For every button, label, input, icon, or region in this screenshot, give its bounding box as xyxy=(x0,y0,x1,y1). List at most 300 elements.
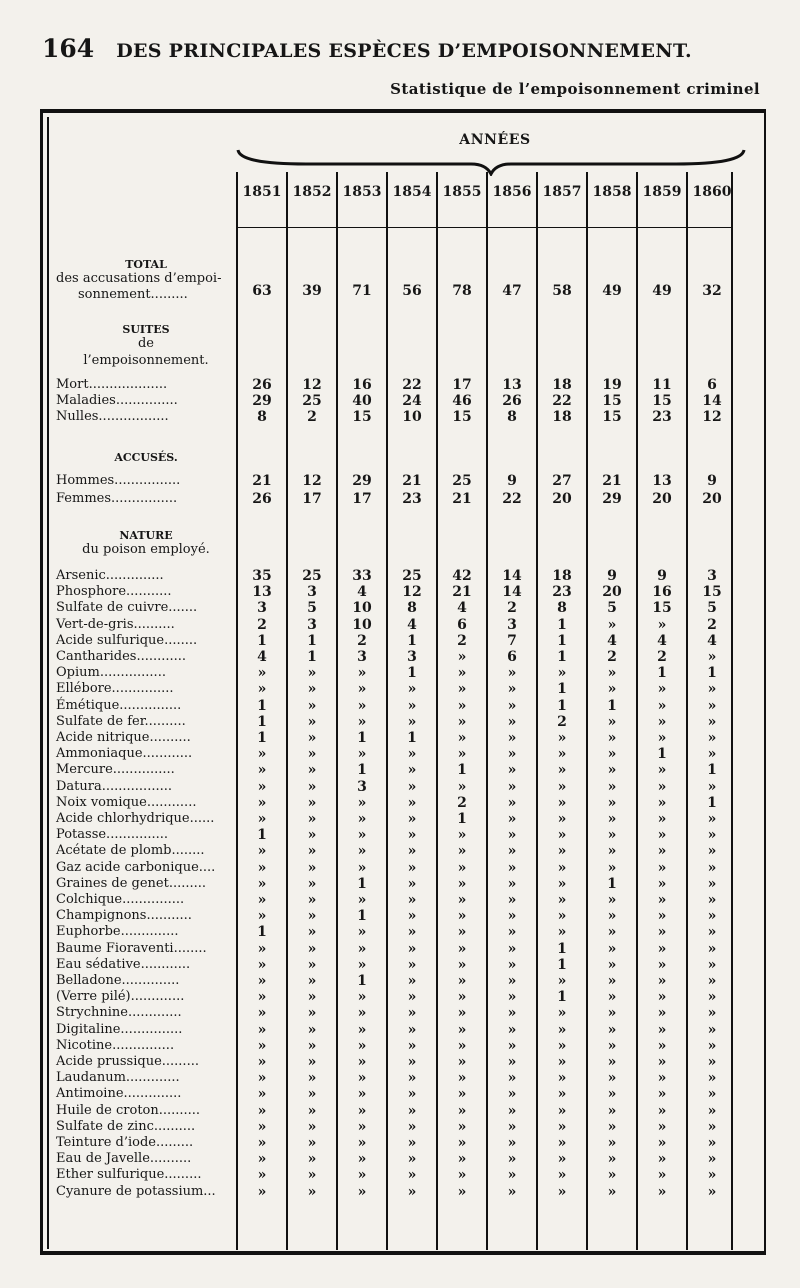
table-cell: » xyxy=(557,1005,567,1021)
table-cell: 15 xyxy=(452,409,472,425)
table-cell: 1 xyxy=(607,698,617,714)
table-cell: » xyxy=(257,779,267,795)
table-cell: 1 xyxy=(557,941,567,957)
table-cell: » xyxy=(657,762,667,778)
table-cell: 3 xyxy=(307,584,317,600)
table-cell: 13 xyxy=(502,377,522,393)
table-cell: » xyxy=(707,908,717,924)
table-cell: » xyxy=(457,1022,467,1038)
row-label: Eau de Javelle.......... xyxy=(56,1151,192,1166)
table-cell: 2 xyxy=(307,409,317,425)
table-cell: » xyxy=(357,681,367,697)
table-cell: » xyxy=(657,714,667,730)
table-cell: » xyxy=(357,811,367,827)
table-cell: 1 xyxy=(357,908,367,924)
table-cell: 22 xyxy=(552,393,572,409)
table-cell: 10 xyxy=(352,617,372,633)
table-cell: » xyxy=(557,1135,567,1151)
table-cell: » xyxy=(707,649,717,665)
table-cell: 2 xyxy=(707,617,717,633)
table-cell: 12 xyxy=(302,473,322,489)
row-label: Ether sulfurique......... xyxy=(56,1167,202,1182)
table-cell: » xyxy=(557,973,567,989)
table-cell: » xyxy=(407,957,417,973)
table-cell: 8 xyxy=(257,409,267,425)
row-label: Hommes................ xyxy=(56,473,181,488)
table-cell: 56 xyxy=(402,283,422,299)
table-cell: » xyxy=(557,1151,567,1167)
table-cell: » xyxy=(457,730,467,746)
table-cell: » xyxy=(557,811,567,827)
table-cell: » xyxy=(407,989,417,1005)
table-cell: 23 xyxy=(552,584,572,600)
table-cell: » xyxy=(457,665,467,681)
table-cell: 29 xyxy=(352,473,372,489)
nature-title: NATURE xyxy=(119,529,173,542)
table-cell: » xyxy=(307,746,317,762)
table-cell: » xyxy=(657,617,667,633)
year-header: 1855 xyxy=(442,184,482,200)
table-cell: » xyxy=(607,1022,617,1038)
table-cell: » xyxy=(607,957,617,973)
table-cell: » xyxy=(707,811,717,827)
table-cell: » xyxy=(607,665,617,681)
table-title: Statistique de l’empoisonnement criminel xyxy=(390,80,760,98)
table-cell: » xyxy=(607,681,617,697)
table-cell: 21 xyxy=(602,473,622,489)
table-cell: 2 xyxy=(607,649,617,665)
table-cell: » xyxy=(257,860,267,876)
table-cell: » xyxy=(307,762,317,778)
table-cell: 1 xyxy=(257,698,267,714)
table-cell: » xyxy=(257,811,267,827)
table-cell: » xyxy=(507,843,517,859)
table-cell: 1 xyxy=(407,730,417,746)
table-cell: » xyxy=(557,1070,567,1086)
table-cell: » xyxy=(607,795,617,811)
table-cell: 1 xyxy=(457,762,467,778)
table-cell: 1 xyxy=(557,698,567,714)
table-cell: 21 xyxy=(402,473,422,489)
table-cell: » xyxy=(307,924,317,940)
table-cell: » xyxy=(257,876,267,892)
table-cell: » xyxy=(607,779,617,795)
table-cell: » xyxy=(357,1103,367,1119)
table-cell: 1 xyxy=(257,827,267,843)
table-cell: 3 xyxy=(357,649,367,665)
table-cell: » xyxy=(407,1054,417,1070)
row-label: Sulfate de zinc.......... xyxy=(56,1119,196,1134)
table-cell: » xyxy=(457,843,467,859)
table-cell: 4 xyxy=(607,633,617,649)
table-cell: » xyxy=(657,730,667,746)
row-label: Ellébore............... xyxy=(56,681,174,696)
table-cell: » xyxy=(307,941,317,957)
table-cell: 2 xyxy=(357,633,367,649)
table-cell: » xyxy=(707,698,717,714)
table-cell: » xyxy=(507,714,517,730)
table-cell: 16 xyxy=(652,584,672,600)
table-cell: » xyxy=(507,827,517,843)
table-cell: » xyxy=(407,908,417,924)
table-cell: » xyxy=(407,698,417,714)
table-cell: » xyxy=(257,973,267,989)
table-cell: » xyxy=(507,1184,517,1200)
table-cell: » xyxy=(257,746,267,762)
table-cell: » xyxy=(557,1022,567,1038)
table-cell: 20 xyxy=(652,491,672,507)
table-cell: » xyxy=(607,1038,617,1054)
table-cell: » xyxy=(407,860,417,876)
table-cell: 6 xyxy=(507,649,517,665)
annees-brace xyxy=(236,148,746,176)
table-cell: 5 xyxy=(707,600,717,616)
row-label: Datura................. xyxy=(56,779,172,794)
total-title: TOTAL xyxy=(125,258,167,271)
table-cell: » xyxy=(657,811,667,827)
table-cell: » xyxy=(657,908,667,924)
table-cell: 1 xyxy=(257,714,267,730)
row-label: Sulfate de cuivre....... xyxy=(56,600,198,615)
table-cell: 25 xyxy=(452,473,472,489)
table-cell: » xyxy=(707,1086,717,1102)
table-cell: 14 xyxy=(502,568,522,584)
table-cell: 24 xyxy=(402,393,422,409)
row-label: Acide chlorhydrique...... xyxy=(56,811,215,826)
table-cell: » xyxy=(507,989,517,1005)
table-cell: » xyxy=(607,908,617,924)
table-cell: » xyxy=(557,860,567,876)
table-cell: 1 xyxy=(707,665,717,681)
table-cell: » xyxy=(507,795,517,811)
table-cell: » xyxy=(457,876,467,892)
table-cell: 1 xyxy=(307,649,317,665)
row-label: Acétate de plomb........ xyxy=(56,843,205,858)
table-cell: 20 xyxy=(552,491,572,507)
row-label: Phosphore........... xyxy=(56,584,172,599)
table-cell: » xyxy=(657,1135,667,1151)
table-cell: » xyxy=(607,811,617,827)
table-cell: 18 xyxy=(552,409,572,425)
table-cell: » xyxy=(257,1135,267,1151)
table-cell: 10 xyxy=(352,600,372,616)
table-cell: 12 xyxy=(402,584,422,600)
table-cell: » xyxy=(257,1005,267,1021)
table-cell: » xyxy=(607,892,617,908)
table-cell: 1 xyxy=(257,633,267,649)
table-cell: 16 xyxy=(352,377,372,393)
table-cell: 12 xyxy=(302,377,322,393)
table-cell: » xyxy=(407,811,417,827)
table-cell: » xyxy=(357,1070,367,1086)
table-cell: » xyxy=(507,876,517,892)
table-cell: » xyxy=(407,1184,417,1200)
table-cell: » xyxy=(407,1005,417,1021)
table-cell: 25 xyxy=(302,393,322,409)
table-cell: 6 xyxy=(457,617,467,633)
table-cell: 5 xyxy=(607,600,617,616)
table-cell: » xyxy=(357,1135,367,1151)
table-cell: » xyxy=(657,1005,667,1021)
table-cell: 1 xyxy=(557,957,567,973)
table-cell: » xyxy=(457,746,467,762)
table-cell: 10 xyxy=(402,409,422,425)
table-cell: » xyxy=(307,665,317,681)
table-cell: » xyxy=(307,698,317,714)
table-cell: 1 xyxy=(707,795,717,811)
table-cell: 3 xyxy=(507,617,517,633)
table-cell: » xyxy=(657,876,667,892)
table-cell: » xyxy=(657,1184,667,1200)
row-label: Arsenic.............. xyxy=(56,568,164,583)
table-cell: » xyxy=(657,1119,667,1135)
table-cell: » xyxy=(607,1119,617,1135)
table-cell: 1 xyxy=(257,730,267,746)
table-cell: » xyxy=(357,827,367,843)
table-cell: 13 xyxy=(252,584,272,600)
table-cell: » xyxy=(557,1103,567,1119)
table-cell: » xyxy=(607,1184,617,1200)
table-cell: » xyxy=(507,698,517,714)
row-label: Nicotine............... xyxy=(56,1038,175,1053)
table-cell: 8 xyxy=(407,600,417,616)
table-cell: » xyxy=(557,746,567,762)
table-cell: » xyxy=(507,779,517,795)
table-cell: 40 xyxy=(352,393,372,409)
table-cell: » xyxy=(307,795,317,811)
row-label: Sulfate de fer.......... xyxy=(56,714,186,729)
table-cell: 9 xyxy=(507,473,517,489)
table-cell: » xyxy=(457,892,467,908)
table-cell: 1 xyxy=(357,762,367,778)
table-cell: » xyxy=(257,1038,267,1054)
table-cell: » xyxy=(457,1070,467,1086)
table-cell: » xyxy=(307,876,317,892)
table-cell: » xyxy=(707,1184,717,1200)
table-cell: 17 xyxy=(352,491,372,507)
table-cell: » xyxy=(607,617,617,633)
table-cell: » xyxy=(457,1103,467,1119)
table-cell: » xyxy=(357,665,367,681)
table-cell: » xyxy=(407,1038,417,1054)
table-cell: 15 xyxy=(352,409,372,425)
table-cell: » xyxy=(357,1022,367,1038)
row-label: Cantharides............ xyxy=(56,649,187,664)
annees-header: ANNÉES xyxy=(459,132,531,148)
table-cell: » xyxy=(307,730,317,746)
table-cell: 4 xyxy=(357,584,367,600)
table-cell: » xyxy=(657,795,667,811)
row-label: Champignons........... xyxy=(56,908,192,923)
table-cell: 39 xyxy=(302,283,322,299)
suites-title: SUITES xyxy=(122,323,170,336)
table-cell: » xyxy=(507,681,517,697)
year-header: 1852 xyxy=(292,184,332,200)
table-cell: » xyxy=(557,1167,567,1183)
table-cell: 19 xyxy=(602,377,622,393)
table-cell: » xyxy=(307,827,317,843)
table-cell: » xyxy=(707,1022,717,1038)
table-cell: » xyxy=(507,1005,517,1021)
table-cell: » xyxy=(707,941,717,957)
table-cell: » xyxy=(257,941,267,957)
table-cell: » xyxy=(457,957,467,973)
table-cell: » xyxy=(657,941,667,957)
table-cell: » xyxy=(607,860,617,876)
table-cell: » xyxy=(507,941,517,957)
table-cell: » xyxy=(307,1119,317,1135)
table-cell: 14 xyxy=(502,584,522,600)
table-cell: » xyxy=(507,1070,517,1086)
table-cell: 42 xyxy=(452,568,472,584)
table-cell: » xyxy=(307,908,317,924)
total-label-line-3: sonnement......... xyxy=(78,287,188,302)
table-cell: » xyxy=(457,698,467,714)
row-label: Nulles................. xyxy=(56,409,169,424)
table-cell: 47 xyxy=(502,283,522,299)
row-label: Opium................ xyxy=(56,665,166,680)
table-cell: » xyxy=(257,843,267,859)
table-cell: » xyxy=(457,1086,467,1102)
row-label: Eau sédative............ xyxy=(56,957,191,972)
row-label: Maladies............... xyxy=(56,393,178,408)
table-cell: » xyxy=(707,1135,717,1151)
table-cell: » xyxy=(707,989,717,1005)
table-cell: 9 xyxy=(707,473,717,489)
table-cell: » xyxy=(457,1005,467,1021)
table-cell: » xyxy=(307,1054,317,1070)
table-cell: » xyxy=(357,892,367,908)
table-cell: 3 xyxy=(707,568,717,584)
table-cell: » xyxy=(357,698,367,714)
row-label: Antimoine.............. xyxy=(56,1086,182,1101)
table-cell: » xyxy=(507,665,517,681)
table-cell: » xyxy=(307,1022,317,1038)
table-cell: 2 xyxy=(557,714,567,730)
table-cell: » xyxy=(507,860,517,876)
table-cell: » xyxy=(457,1119,467,1135)
table-cell: » xyxy=(657,860,667,876)
table-cell: » xyxy=(407,714,417,730)
table-cell: » xyxy=(457,1135,467,1151)
table-cell: » xyxy=(307,1184,317,1200)
table-cell: » xyxy=(657,892,667,908)
table-cell: » xyxy=(307,811,317,827)
table-cell: 17 xyxy=(452,377,472,393)
table-cell: » xyxy=(407,1151,417,1167)
table-cell: 32 xyxy=(702,283,722,299)
table-cell: 9 xyxy=(607,568,617,584)
table-cell: 18 xyxy=(552,568,572,584)
table-cell: » xyxy=(257,1167,267,1183)
table-cell: » xyxy=(257,1103,267,1119)
table-cell: » xyxy=(507,1167,517,1183)
table-cell: » xyxy=(557,876,567,892)
table-cell: » xyxy=(707,730,717,746)
table-cell: » xyxy=(307,843,317,859)
table-cell: 71 xyxy=(352,283,372,299)
table-cell: » xyxy=(707,714,717,730)
table-cell: 2 xyxy=(457,795,467,811)
table-cell: » xyxy=(607,1167,617,1183)
table-cell: » xyxy=(707,746,717,762)
table-cell: » xyxy=(657,973,667,989)
table-cell: 23 xyxy=(402,491,422,507)
page-number: 164 xyxy=(42,34,95,63)
table-cell: » xyxy=(307,989,317,1005)
table-cell: 1 xyxy=(557,649,567,665)
table-cell: » xyxy=(657,1070,667,1086)
table-cell: » xyxy=(507,730,517,746)
table-cell: » xyxy=(557,730,567,746)
table-cell: » xyxy=(557,795,567,811)
table-cell: 4 xyxy=(457,600,467,616)
table-cell: » xyxy=(507,746,517,762)
table-cell: » xyxy=(357,714,367,730)
frame-inner-rule xyxy=(47,117,49,1249)
table-cell: » xyxy=(307,957,317,973)
table-cell: 3 xyxy=(257,600,267,616)
table-cell: » xyxy=(707,1038,717,1054)
table-cell: » xyxy=(257,1119,267,1135)
year-header: 1858 xyxy=(592,184,632,200)
table-cell: » xyxy=(707,843,717,859)
table-cell: » xyxy=(307,860,317,876)
table-cell: » xyxy=(657,1151,667,1167)
table-cell: » xyxy=(507,957,517,973)
table-cell: » xyxy=(607,941,617,957)
year-header: 1856 xyxy=(492,184,532,200)
table-cell: » xyxy=(657,698,667,714)
table-cell: » xyxy=(457,908,467,924)
table-cell: 14 xyxy=(702,393,722,409)
table-cell: » xyxy=(407,779,417,795)
table-cell: » xyxy=(657,989,667,1005)
table-cell: » xyxy=(657,1038,667,1054)
table-cell: » xyxy=(307,779,317,795)
table-cell: » xyxy=(307,1135,317,1151)
table-cell: » xyxy=(657,1086,667,1102)
table-cell: 8 xyxy=(507,409,517,425)
row-label: (Verre pilé)............. xyxy=(56,989,185,1004)
table-cell: 29 xyxy=(252,393,272,409)
table-cell: » xyxy=(457,1151,467,1167)
table-cell: » xyxy=(507,1103,517,1119)
table-cell: » xyxy=(657,924,667,940)
table-cell: » xyxy=(507,973,517,989)
table-cell: » xyxy=(407,843,417,859)
table-cell: » xyxy=(707,957,717,973)
row-label: Laudanum............. xyxy=(56,1070,180,1085)
table-cell: 1 xyxy=(557,989,567,1005)
table-cell: » xyxy=(507,892,517,908)
table-cell: 25 xyxy=(402,568,422,584)
table-cell: 26 xyxy=(502,393,522,409)
table-cell: » xyxy=(457,1038,467,1054)
table-cell: » xyxy=(407,1167,417,1183)
table-cell: » xyxy=(607,762,617,778)
running-title: DES PRINCIPALES ESPÈCES D’EMPOISONNEMENT. xyxy=(116,40,692,62)
table-cell: 26 xyxy=(252,491,272,507)
table-cell: 1 xyxy=(557,633,567,649)
row-label: Potasse............... xyxy=(56,827,169,842)
table-cell: » xyxy=(357,989,367,1005)
table-cell: » xyxy=(407,681,417,697)
table-cell: » xyxy=(357,1184,367,1200)
table-cell: » xyxy=(457,860,467,876)
table-cell: » xyxy=(557,843,567,859)
table-cell: » xyxy=(607,989,617,1005)
